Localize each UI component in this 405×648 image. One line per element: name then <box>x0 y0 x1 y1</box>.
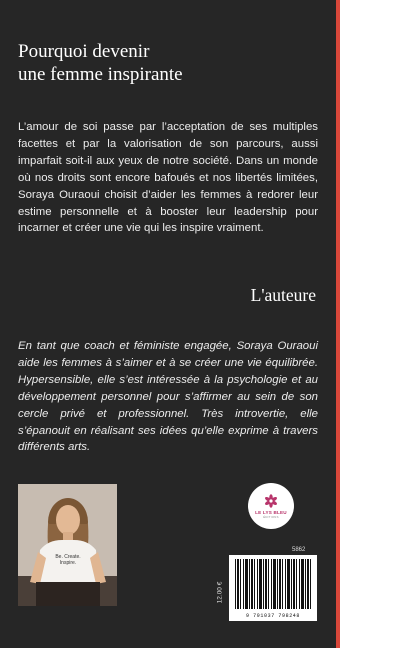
reference-number: 5862 <box>292 547 306 553</box>
publisher-logo <box>248 483 294 529</box>
price-text: 12.00 € <box>216 581 224 603</box>
lotus-flower-icon <box>263 493 279 509</box>
isbn-barcode <box>229 555 317 621</box>
book-title-line-2: une femme inspirante <box>18 64 183 85</box>
book-title <box>18 40 318 86</box>
author-heading: L'auteure <box>250 285 316 305</box>
author-bio: En tant que coach et féministe engagée, Soraya Ouraoui aide les femmes à s’aimer et à se créer une vie équilibrée. Hypersensible, elle s’est intéressée à la psychologie et au développement personnel pour s’affirmer au sein de son cercle privé et professionnel. Très introvertie, elle s’épanouit en réalisant ses idées qu’elle exprime à travers différents arts. <box>18 340 318 454</box>
shirt-print-line-2: Inspire. <box>59 560 77 566</box>
shirt-print-line-1: Be. Create. <box>55 554 81 560</box>
author-photo <box>18 484 117 606</box>
shirt-print <box>52 554 84 566</box>
publisher-subtitle: ÉDITIONS <box>263 515 279 519</box>
book-summary: L’amour de soi passe par l’acceptation de ses multiples facettes et par la valorisation de son parcours, aussi imparfait soit-il aux yeux de notre société. Dans un monde où nos droits sont encore bafoués et nos libertés limitées, Soraya Ouraoui choisit d’aider les femmes à redorer leur estime personnelle et à booster leur leadership pour incarner et créer une vie qui les inspire vraiment. <box>18 121 318 235</box>
spine-accent-line <box>336 0 340 648</box>
barcode-digits: 9 791037 798248 <box>245 613 300 619</box>
author-photo-illustration <box>18 484 117 606</box>
book-title-line-1: Pourquoi devenir <box>18 41 150 62</box>
barcode-bars <box>235 559 311 609</box>
publisher-name: LE LYS BLEU <box>255 510 287 515</box>
